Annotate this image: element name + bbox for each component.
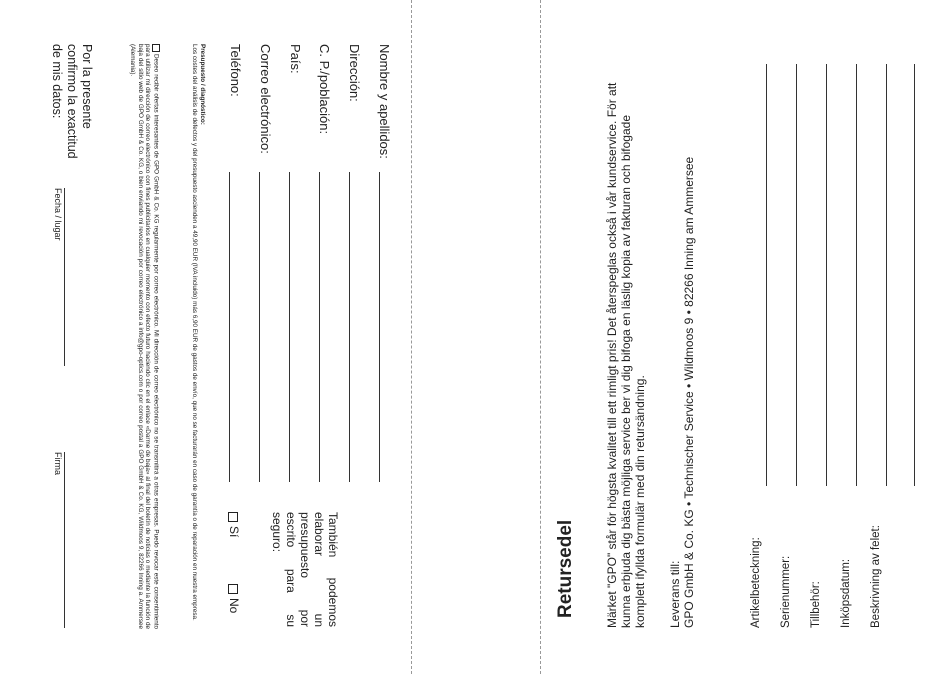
budget-heading: Presupuesto / diagnóstico: — [199, 44, 206, 125]
field-label-email: Correo electrónico: — [258, 44, 273, 154]
field-label-phone: Teléfono: — [228, 44, 243, 97]
fault-description-write-line-2 — [914, 64, 915, 486]
field-label-postcode-city: C. P./población: — [317, 44, 332, 135]
newsletter-text: Deseo recibir ofertas interesantes de GPO GmbH & Co. KG regularmente por correo electrónico. Mi dirección de correo electrónico no se transmitirá a otras empresas. Puedo revocar este consentimiento para utilizar mi dirección de correo electrónico con fines publicitarios en cualquier momento con efecto futuro haciendo clic en el enlace «Darme de baja» al final del boletín de noticias o mediante la función de baja del sitio web de GPO GmbH & Co. KG, o bien enviando mi revocación por correo electrónico a info@gpo-optics.com o por correo postal a GPO GmbH & Co. KG, Wildmoos 9, 82266 Inning a. Ammersee (Alemania). — [128, 44, 160, 629]
field-label-country: País: — [288, 44, 303, 74]
option-no[interactable] — [227, 584, 241, 613]
budget-text: Los costes del análisis de defectos y del presupuesto ascienden a 49,90 EUR (IVA incluido) más 6,90 EUR de gastos de envío, que no se facturarán en caso de garantía o de reparación en nuestra empresa. — [191, 44, 199, 621]
article-write-line — [766, 64, 767, 486]
form-title: Retursedel — [555, 519, 576, 618]
intro-text: Märket "GPO" står för högsta kvalitet till ett rimligt pris! Det återspeglas också i vår kundservice. För att kunna erbjuda dig bästa möjliga service ber vi dig bifoga en läslig kopia av fakturan och bifogade komplett ifyllda formulär med din retursändning. — [605, 82, 647, 628]
insurance-quote-question: También podemos elaborar un presupuesto por escrito para su seguro: — [270, 512, 340, 627]
signature-label: Firma — [53, 452, 63, 475]
postcode-write-line — [319, 172, 320, 482]
name-write-line — [379, 172, 380, 482]
delivery-address: GPO GmbH & Co. KG • Technischer Service • Wildmoos 9 • 82266 Inning am Ammersee — [682, 156, 696, 628]
email-write-line — [259, 172, 260, 482]
no-checkbox[interactable] — [228, 584, 238, 594]
purchase-date-write-line — [856, 64, 857, 486]
option-yes-label: Sí — [227, 526, 241, 538]
option-yes[interactable] — [227, 512, 241, 537]
fold-line-left — [411, 0, 412, 674]
date-place-line — [64, 188, 65, 366]
budget-notice — [190, 44, 206, 629]
field-label-accessories: Tillbehör: — [810, 581, 822, 628]
phone-write-line — [229, 172, 230, 482]
option-no-label: No — [227, 598, 241, 614]
serial-write-line — [796, 64, 797, 486]
field-label-purchase-date: Inköpsdatum: — [840, 558, 852, 628]
country-write-line — [289, 172, 290, 482]
address-write-line — [349, 172, 350, 482]
signature-line — [64, 452, 65, 628]
newsletter-checkbox[interactable] — [152, 44, 160, 52]
field-label-address: Dirección: — [347, 44, 362, 102]
confirmation-text: Por la presente confirmo la exactitud de mis datos: — [50, 44, 94, 159]
accessories-write-line — [826, 64, 827, 486]
field-label-name: Nombre y apellidos: — [377, 44, 392, 159]
newsletter-consent — [128, 44, 160, 629]
fold-line-right — [540, 0, 541, 674]
yes-checkbox[interactable] — [228, 512, 238, 522]
fault-description-write-line-1 — [886, 64, 887, 486]
delivery-label: Leverans till: — [668, 560, 682, 628]
field-label-article: Artikelbeteckning: — [750, 537, 762, 628]
field-label-fault-description: Beskrivning av felet: — [870, 525, 882, 628]
field-label-serial: Serienummer: — [780, 555, 792, 628]
date-place-label: Fecha / lugar — [53, 188, 63, 241]
